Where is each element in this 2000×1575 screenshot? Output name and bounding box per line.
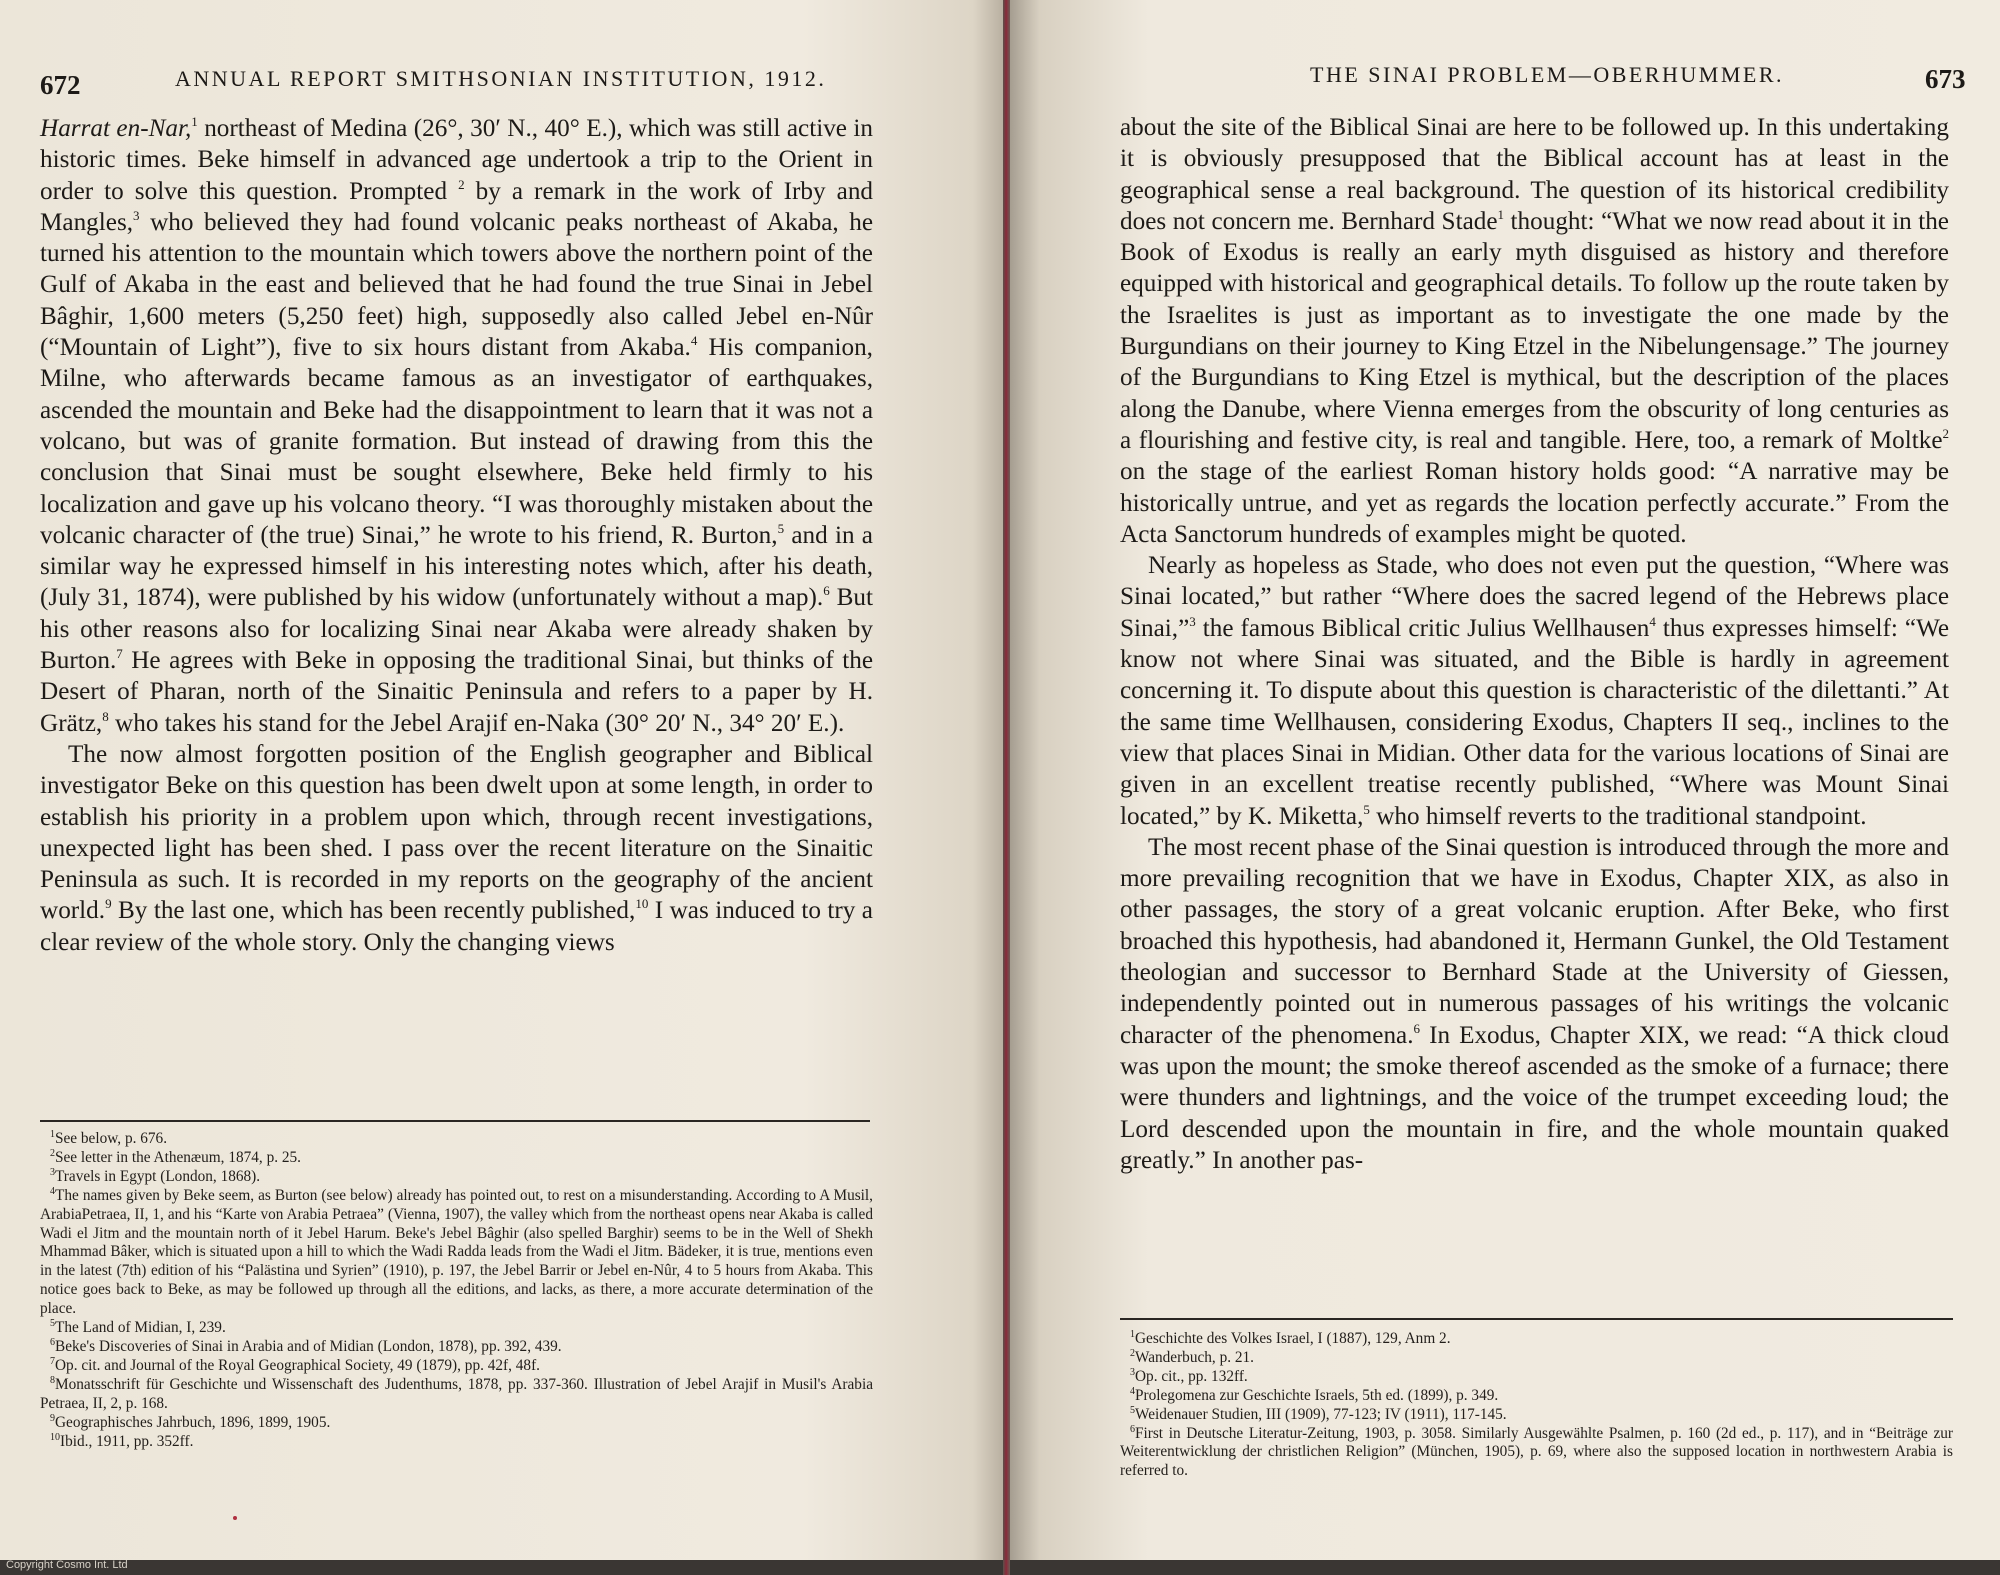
paragraph <box>1120 550 1949 832</box>
footnote-text: Op. cit. and Journal of the Royal Geographical Society, 49 (1879), pp. 42f, 48f. <box>55 1356 540 1374</box>
text-run: by a remark in the work of Irby and Mangles, <box>40 177 874 236</box>
text-run: His companion, Milne, who afterwards became famous as an investigator of earthquakes, ascended the mountain and Beke had the disappointment to learn that it was not a volcano, but was of granite formation. But instead of drawing from this the conclusion that Sinai must be sought elsewhere, Beke held firmly to his localization and gave up his volcano theory. “I was thoroughly mistaken about the volcanic character of (the true) Sinai,” he wrote to his friend, R. Burton, <box>40 334 873 549</box>
paragraph <box>40 739 873 958</box>
footnote <box>1120 1330 1953 1349</box>
footnote-number: 6 <box>50 1336 55 1348</box>
footnote-text: Monatsschrift für Geschichte und Wissenschaft des Judenthums, 1878, pp. 337-360. Illustration of Jebel Arajif in Musil's Arabia Petraea, II, 2, p. 168. <box>40 1375 873 1412</box>
footnote-ref: 5 <box>1363 801 1370 817</box>
left-page <box>0 0 1003 1560</box>
footnote-ref: 10 <box>635 896 649 912</box>
footnotes-right <box>1120 1330 1953 1481</box>
footnote-ref: 4 <box>1649 613 1656 629</box>
footnote-ref: 1 <box>1497 206 1505 222</box>
footnote-number: 3 <box>1130 1366 1135 1378</box>
footnote-text: Weidenauer Studien, III (1909), 77-123; IV (1911), 117-145. <box>1135 1405 1507 1423</box>
text-run: In Exodus, Chapter XIX, we read: “A thick cloud was upon the mount; the smoke thereof ascended as the smoke of a furnace; there were thunders and lightnings, and the voice of the trumpet exceeding loud; the Lord descended upon the mountain in fire, and the whole mountain quaked greatly.” In another pas- <box>1120 1021 1949 1174</box>
text-run: who believed they had found volcanic peaks northeast of Akaba, he turned his attention to the mountain which towers above the northern point of the Gulf of Akaba in the east and believed that he had found the true Sinai in Jebel Bâghir, 1,600 meters (5,250 feet) high, supposedly also called Jebel en-Nûr (“Mountain of Light”), five to six hours distant from Akaba. <box>40 208 873 362</box>
page-number-left: 672 <box>40 70 81 100</box>
footnotes-left <box>40 1130 873 1451</box>
body-text-right <box>1120 112 1949 1176</box>
footnote-text: The Land of Midian, I, 239. <box>55 1319 226 1337</box>
running-head-left: ANNUAL REPORT SMITHSONIAN INSTITUTION, 1912. <box>175 66 827 91</box>
copyright-watermark: Copyright Cosmo Int. Ltd <box>6 1559 128 1571</box>
footnote <box>40 1357 873 1376</box>
footnote <box>40 1338 873 1357</box>
footnote-ref: 2 <box>458 176 465 192</box>
footnote-ref: 8 <box>102 708 109 724</box>
footnote-text: Geschichte des Volkes Israel, I (1887), 129, Anm 2. <box>1135 1330 1451 1347</box>
footnote-ref: 7 <box>116 646 123 662</box>
footnote-number: 6 <box>1130 1423 1135 1435</box>
footnote-text: Travels in Egypt (London, 1868). <box>55 1167 261 1185</box>
text-run: northeast of Medina (26°, 30′ N., 40° E.), which was still active in historic times. Beke himself in advanced age undertook a trip to the Orient in order to solve this question. Prompted <box>40 115 873 205</box>
text-run: Nearly as hopeless as Stade, who does not even put the question, “Where was Sinai located,” but rather “Where does the sacred legend of the Hebrews place Sinai,” <box>1120 552 1949 642</box>
footnote-text: Op. cit., pp. 132ff. <box>1135 1367 1248 1385</box>
footnote <box>1120 1349 1953 1368</box>
footnote-number: 1 <box>50 1129 55 1140</box>
paragraph <box>1120 832 1949 1176</box>
footnote-text: Geographisches Jahrbuch, 1896, 1899, 1905. <box>55 1413 331 1431</box>
book-gutter <box>1003 0 1010 1575</box>
ink-speck <box>233 1516 237 1520</box>
footnote-ref: 9 <box>105 896 112 912</box>
text-run: who takes his stand for the Jebel Arajif en-Naka (30° 20′ N., 34° 20′ E.). <box>108 709 845 737</box>
footnote-ref: 5 <box>777 520 785 536</box>
footnote-number: 4 <box>50 1185 55 1197</box>
footnote <box>40 1149 873 1168</box>
text-run: I was induced to try a clear review of the whole story. Only the changing views <box>40 897 873 956</box>
footnote <box>40 1168 873 1187</box>
footnote-number: 3 <box>50 1166 55 1178</box>
footnote <box>40 1187 873 1319</box>
footnote <box>40 1130 873 1149</box>
body-text-left <box>40 113 873 958</box>
footnote-ref: 2 <box>1942 425 1949 441</box>
paragraph <box>1120 112 1949 550</box>
footnote-number: 2 <box>50 1147 55 1159</box>
footnote-text: Prolegomena zur Geschichte Israels, 5th ed. (1899), p. 349. <box>1135 1386 1499 1404</box>
footnote-ref: 3 <box>1189 613 1196 629</box>
text-run: the famous Biblical critic Julius Wellhausen <box>1195 614 1650 642</box>
text-run: The most recent phase of the Sinai question is introduced through the more and more prevailing recognition that we have in Exodus, Chapter XIX, as also in other passages, the story of a great volcanic eruption. After Beke, who first broached this hypothesis, had abandoned it, Hermann Gunkel, the Old Testament theologian and successor to Bernhard Stade at the University of Giessen, independently pointed out in numerous passages of his writings the volcanic character of the phenomena. <box>1120 833 1949 1049</box>
text-run: who himself reverts to the traditional standpoint. <box>1369 802 1867 830</box>
footnote-rule-left <box>40 1120 870 1122</box>
italic-text: Harrat en-Nar, <box>40 115 192 142</box>
text-run: By the last one, which has been recently published, <box>111 897 636 925</box>
footnote <box>40 1376 873 1414</box>
footnote-number: 8 <box>50 1374 55 1386</box>
page-number-right: 673 <box>1925 64 1966 94</box>
text-run: But his other reasons also for localizing Sinai near Akaba were already shaken by Burton. <box>40 584 873 675</box>
footnote <box>1120 1368 1953 1387</box>
footnote-text: See below, p. 676. <box>55 1130 168 1147</box>
footnote <box>40 1414 873 1433</box>
text-run: The now almost forgotten position of the English geographer and Biblical investigator Beke on this question has been dwelt upon at some length, in order to establish his priority in a problem upon which, through recent investigations, unexpected light has been shed. I pass over the recent literature on the Sinaitic Peninsula as such. It is recorded in my reports on the geography of the ancient world. <box>40 740 873 925</box>
footnote-text: The names given by Beke seem, as Burton (see below) already has pointed out, to rest on a misunderstanding. According to A Musil, ArabiaPetraea, II, 1, and his “Karte von Arabia Petraea” (Vienna, 1907), the valley which from the northeast opens near Akaba is called Wadi el Jitm and the mountain north of it Jebel Harum. Beke's Jebel Bâghir (also spelled Barghir) seems to be in the Well of Shekh Mhammad Bâker, which is situated upon a hill to which the Wadi Radda leads from the Wadi el Jitm. Bädeker, it is true, mentions even in the latest (7th) edition of his “Palästina und Syrien” (1910), p. 197, the Jebel Barrir or Jebel en-Nûr, 4 to 5 hours from Akaba. This notice goes back to Beke, as may be followed up through all the editions, and lacks, as there, a more accurate determination of the place. <box>40 1186 873 1318</box>
text-run: thought: “What we now read about it in the Book of Exodus is really an early myth disguised as history and therefore equipped with historical and geographical details. To follow up the route taken by the Israelites is just as important as to investigate the one made by the Burgundians on their journey to King Etzel in the Nibelungensage.” The journey of the Burgundians to King Etzel is mythical, but the description of the places along the Danube, where Vienna emerges from the obscurity of long centuries as a flourishing and festive city, is real and tangible. Here, too, a remark of Moltke <box>1120 207 1949 454</box>
footnote-ref: 4 <box>690 333 698 349</box>
text-run: about the site of the Biblical Sinai are here to be followed up. In this undertaking it is obviously presupposed that the Biblical account has at least in the geographical sense a real background. The question of its historical credibility does not concern me. Bernhard Stade <box>1120 114 1949 235</box>
text-run: thus expresses himself: “We know not where Sinai was situated, and the Bible is hardly in agreement concerning it. To dispute about this question is characteristic of the dilettanti.” At the same time Wellhausen, considering Exodus, Chapters II seq., inclines to the view that places Sinai in Midian. Other data for the various locations of Sinai are given in an excellent treatise recently published, “Where was Mount Sinai located,” by K. Miketta, <box>1120 614 1950 830</box>
text-run: on the stage of the earliest Roman history holds good: “A narrative may be historically untrue, and yet as regards the location perfectly accurate.” From the Acta Sanctorum hundreds of examples might be quoted. <box>1120 458 1949 548</box>
text-run: He agrees with Beke in opposing the traditional Sinai, but thinks of the Desert of Pharan, north of the Sinaitic Peninsula and refers to a paper by H. Grätz, <box>40 647 873 737</box>
footnote-ref: 1 <box>191 114 198 129</box>
footnote-number: 5 <box>50 1318 55 1330</box>
text-run: and in a similar way he expressed himself in his interesting notes which, after his death, (July 31, 1874), were published by his widow (unfortunately without a map). <box>40 521 873 612</box>
footnote-rule-right <box>1120 1318 1953 1320</box>
footnote-number: 5 <box>1130 1404 1135 1416</box>
footnote <box>1120 1425 1953 1482</box>
footnote <box>40 1319 873 1338</box>
footnote-ref: 6 <box>1413 1020 1421 1036</box>
footnote-text: Wanderbuch, p. 21. <box>1135 1348 1254 1366</box>
footnote-number: 7 <box>50 1355 55 1367</box>
footnote <box>1120 1406 1953 1425</box>
footnote <box>40 1433 873 1452</box>
footnote-number: 2 <box>1130 1347 1135 1359</box>
right-page <box>1010 0 2000 1560</box>
footnote-text: See letter in the Athenæum, 1874, p. 25. <box>55 1148 301 1166</box>
footnote-text: First in Deutsche Literatur-Zeitung, 1903, p. 3058. Similarly Ausgewählte Psalmen, p. 160 (2d ed., p. 117), and in “Beiträge zur Weiterentwicklung der christlichen Religion” (München, 1905), p. 69, where also the supposed location in northwestern Arabia is referred to. <box>1120 1424 1953 1480</box>
footnote <box>1120 1387 1953 1406</box>
footnote-ref: 6 <box>823 583 830 599</box>
footnote-number: 1 <box>1130 1329 1135 1340</box>
footnote-text: Beke's Discoveries of Sinai in Arabia and of Midian (London, 1878), pp. 392, 439. <box>55 1337 562 1355</box>
footnote-text: Ibid., 1911, pp. 352ff. <box>60 1432 194 1450</box>
footnote-ref: 3 <box>133 207 140 223</box>
paragraph <box>40 113 873 739</box>
footnote-number: 10 <box>50 1431 60 1443</box>
footnote-number: 9 <box>50 1412 55 1424</box>
footnote-number: 4 <box>1130 1385 1135 1397</box>
running-head-right: THE SINAI PROBLEM—OBERHUMMER. <box>1310 62 1785 87</box>
